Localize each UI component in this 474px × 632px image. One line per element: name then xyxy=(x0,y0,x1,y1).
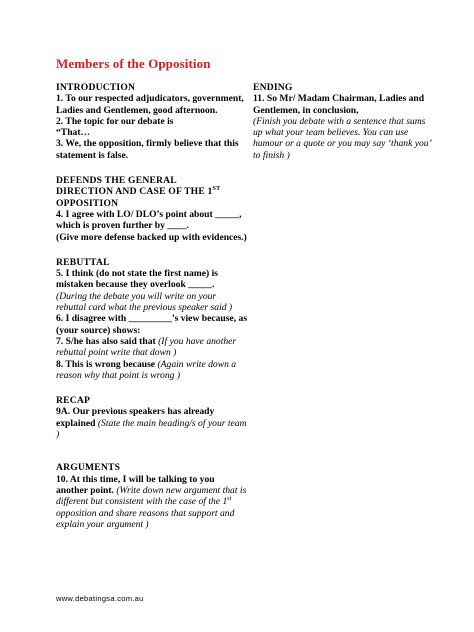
section-defends xyxy=(56,175,248,243)
left-column xyxy=(56,82,248,544)
introduction-heading: INTRODUCTION xyxy=(56,82,136,93)
section-ending xyxy=(253,82,431,161)
rebuttal-point-8-text: 8. This is wrong because xyxy=(56,358,156,370)
intro-point-2-quote: “That… xyxy=(56,127,91,139)
arguments-heading: ARGUMENTS xyxy=(56,462,121,474)
intro-point-3: 3. We, the opposition, firmly believe that this statement is false. xyxy=(56,138,239,161)
page-title: Members of the Opposition xyxy=(56,56,211,71)
rebuttal-point-8-note: (Again write down a reason why that point is wrong ) xyxy=(56,358,237,381)
section-recap xyxy=(56,395,248,440)
defends-point-4-note: (Give more defense backed up with evidences.) xyxy=(56,231,247,243)
rebuttal-point-7 xyxy=(56,336,248,359)
arguments-point-10-note-a: (Write down new argument that is different but consistent with the case of the 1 xyxy=(56,484,247,508)
defends-heading-line-3: OPPOSITION xyxy=(56,197,119,209)
rebuttal-point-8 xyxy=(56,359,248,382)
right-column xyxy=(253,82,431,175)
recap-heading: RECAP xyxy=(56,395,91,407)
rebuttal-point-7-note: (If you have another rebuttal point write that down ) xyxy=(56,335,237,359)
arguments-point-10-note-b: opposition and share reasons that support and explain your argument ) xyxy=(56,507,235,530)
ending-point-11-note: (Finish you debate with a sentence that sums up what your team believes. You can use humour or a quote or you may say ‘thank you’ to finish ) xyxy=(253,115,431,161)
rebuttal-point-7-text: 7. S/he has also said that xyxy=(56,335,156,347)
rebuttal-point-6: 6. I disagree with _________’s view because, as (your source) shows: xyxy=(56,313,248,336)
ending-point-11: 11. So Mr/ Madam Chairman, Ladies and Gentlemen, in conclusion, xyxy=(253,93,425,116)
recap-point-9 xyxy=(56,406,248,440)
arguments-point-10-sup: st xyxy=(227,496,232,503)
intro-point-2: 2. The topic for our debate is xyxy=(56,115,174,127)
defends-heading-sup: ST xyxy=(212,186,221,193)
defends-point-4: 4. I agree with LO/ DLO’s point about _____, which is proven further by ____. xyxy=(56,208,242,232)
section-arguments xyxy=(56,462,248,530)
defends-heading-line-1: DEFENDS THE GENERAL xyxy=(56,175,177,187)
arguments-point-10-text: 10. At this time, I will be talking to you another point. xyxy=(56,473,215,496)
rebuttal-point-5-note: (During the debate you will write on your rebuttal card what the previous speaker said ) xyxy=(56,290,233,314)
ending-heading: ENDING xyxy=(253,82,293,93)
section-introduction xyxy=(56,82,248,161)
recap-point-9-note: (State the main heading/s of your team ) xyxy=(56,417,247,441)
defends-heading-text: DIRECTION AND CASE OF THE 1 xyxy=(56,186,213,198)
section-rebuttal xyxy=(56,257,248,381)
defends-heading-line-2 xyxy=(56,186,248,197)
footer-url: www.debatingsa.com.au xyxy=(56,594,144,603)
recap-point-9-text: 9A. Our previous speakers has already explained xyxy=(56,406,215,429)
arguments-point-10 xyxy=(56,474,248,530)
rebuttal-heading: REBUTTAL xyxy=(56,256,110,268)
intro-point-1: 1. To our respected adjudicators, government, Ladies and Gentlemen, good afternoon. xyxy=(56,93,244,116)
rebuttal-point-5: 5. I think (do not state the first name) is mistaken because they overlook _____. xyxy=(56,268,219,291)
